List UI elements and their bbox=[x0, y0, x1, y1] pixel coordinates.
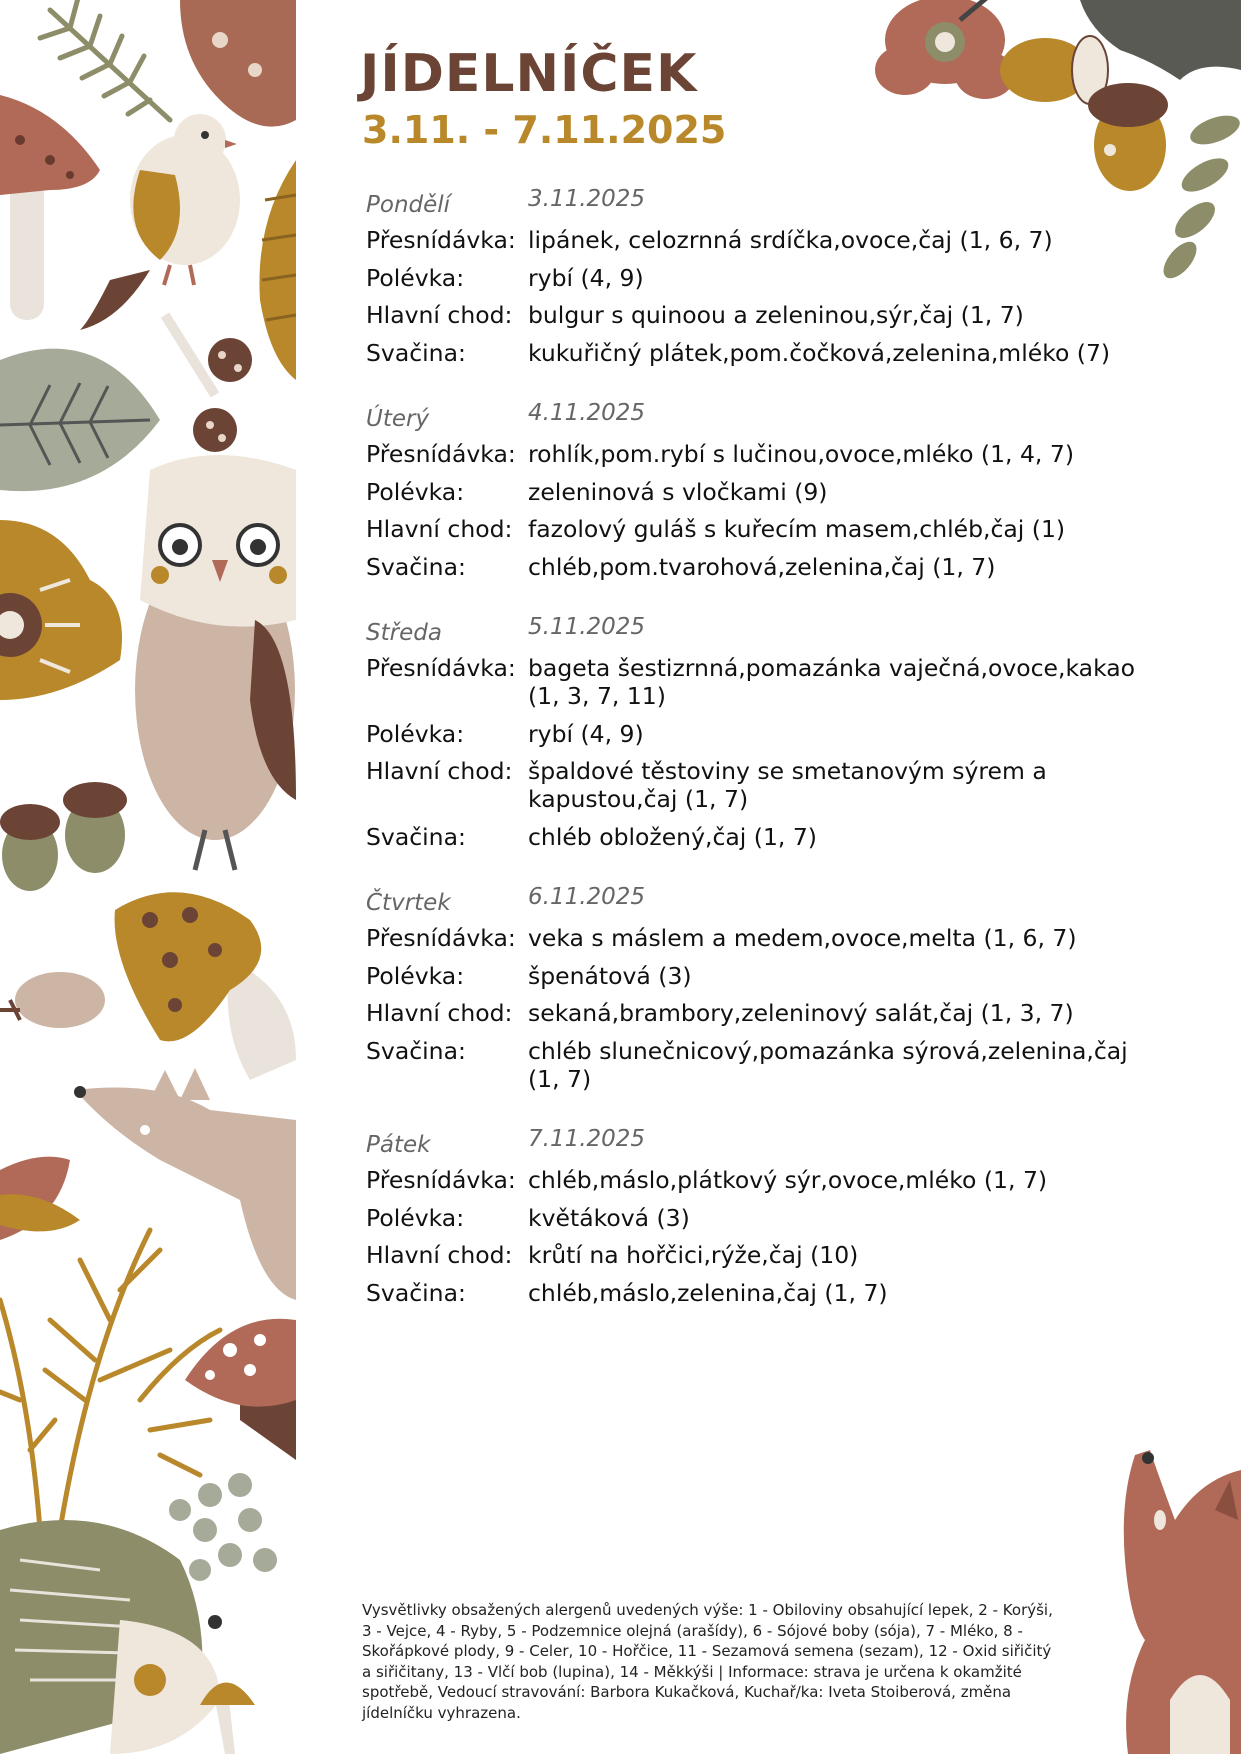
leaf-icon bbox=[1157, 110, 1241, 284]
leaf-icon bbox=[0, 349, 160, 492]
meal-row bbox=[366, 1279, 1146, 1307]
meal-value: rybí (4, 9) bbox=[528, 263, 644, 292]
day-name: Středa bbox=[366, 620, 442, 646]
acorn-icon bbox=[0, 972, 105, 1028]
meal-label: Svačina: bbox=[366, 338, 466, 367]
meal-value: chléb,máslo,zelenina,čaj (1, 7) bbox=[528, 1278, 888, 1307]
meal-row bbox=[366, 339, 1146, 367]
page-title: JÍDELNÍČEK bbox=[360, 44, 698, 104]
meal-value: rybí (4, 9) bbox=[528, 719, 644, 748]
meal-row bbox=[366, 924, 1146, 952]
day-date: 5.11.2025 bbox=[528, 614, 646, 640]
fern-icon bbox=[40, 0, 170, 120]
day-date: 4.11.2025 bbox=[528, 400, 646, 426]
meal-label: Přesnídávka: bbox=[366, 226, 516, 254]
meal-value: chléb obložený,čaj (1, 7) bbox=[528, 822, 817, 851]
allergen-footnote: Vysvětlivky obsažených alergenů uvedených výše: 1 - Obiloviny obsahující lepek, 2 - Korýši, 3 - Vejce, 4 - Ryby, 5 - Podzemnice olejná (arašídy), 6 - Sójové boby (sója), 7 - Mléko, 8 - Skořápkové plody, 9 - Celer, 10 - Hořčice, 11 - Sezamová semena (sezam), 12 - Oxid siřičitý a siřičitany, 13 - Vlčí bob (lupina), 14 - Měkkýši | Informace: strava je určena k okamžité spotřebě, Vedoucí stravování: Barbora Kukačková, Kuchař/ka: Iveta Stoiberová, změna jídelníčku vyhrazena. bbox=[362, 1601, 1053, 1722]
meal-row bbox=[366, 301, 1146, 329]
meal-label: Přesnídávka: bbox=[366, 924, 516, 952]
meal-row bbox=[366, 478, 1146, 506]
meal-label: Polévka: bbox=[366, 477, 465, 506]
day-date: 3.11.2025 bbox=[528, 186, 646, 212]
leaf-icon bbox=[259, 160, 296, 380]
meal-row bbox=[366, 226, 1146, 254]
flower-icon bbox=[0, 1157, 80, 1240]
meal-value: bageta šestizrnná,pomazánka vaječná,ovoce,kakao (1, 3, 7, 11) bbox=[528, 654, 1136, 710]
meal-value: sekaná,brambory,zeleninový salát,čaj (1, 3, 7) bbox=[528, 999, 1074, 1027]
day-name: Pátek bbox=[366, 1132, 431, 1158]
week-range: 3.11. - 7.11.2025 bbox=[362, 108, 727, 152]
meal-row bbox=[366, 823, 1146, 851]
meal-value: bulgur s quinoou a zeleninou,sýr,čaj (1, 7) bbox=[528, 301, 1024, 329]
oak-leaf-icon bbox=[1080, 0, 1241, 80]
fox-icon bbox=[74, 1068, 296, 1300]
meal-label: Polévka: bbox=[366, 263, 465, 292]
owl-icon bbox=[135, 455, 296, 870]
acorn-icon bbox=[1000, 36, 1168, 191]
meal-label: Svačina: bbox=[366, 1278, 466, 1307]
mushroom-icon bbox=[180, 0, 296, 127]
meal-label: Hlavní chod: bbox=[366, 301, 513, 329]
meal-row bbox=[366, 515, 1146, 543]
meal-row bbox=[366, 1166, 1146, 1194]
day-name: Úterý bbox=[366, 406, 430, 432]
bird-icon bbox=[80, 114, 240, 330]
meal-value: chléb,máslo,plátkový sýr,ovoce,mléko (1, 7) bbox=[528, 1166, 1048, 1194]
meal-label: Svačina: bbox=[366, 552, 466, 581]
acorn-icon bbox=[0, 782, 127, 891]
meal-row bbox=[366, 1037, 1146, 1093]
mushroom-icon bbox=[115, 892, 296, 1080]
meal-label: Přesnídávka: bbox=[366, 440, 516, 468]
meal-row bbox=[366, 264, 1146, 292]
meal-value: rohlík,pom.rybí s lučinou,ovoce,mléko (1, 4, 7) bbox=[528, 440, 1074, 468]
meal-label: Hlavní chod: bbox=[366, 757, 513, 785]
hedgehog-icon bbox=[0, 1520, 222, 1754]
meal-row bbox=[366, 1241, 1146, 1269]
meal-label: Hlavní chod: bbox=[366, 999, 513, 1027]
meal-value: veka s máslem a medem,ovoce,melta (1, 6, 7) bbox=[528, 924, 1077, 952]
meal-value: lipánek, celozrnná srdíčka,ovoce,čaj (1, 6, 7) bbox=[528, 226, 1053, 254]
meal-row bbox=[366, 757, 1146, 813]
meal-row bbox=[366, 440, 1146, 468]
meal-row bbox=[366, 1204, 1146, 1232]
meal-value: chléb,pom.tvarohová,zelenina,čaj (1, 7) bbox=[528, 552, 996, 581]
flower-icon bbox=[0, 520, 122, 700]
day-name: Čtvrtek bbox=[366, 890, 451, 916]
meal-label: Svačina: bbox=[366, 822, 466, 851]
day-name: Pondělí bbox=[366, 192, 451, 218]
day-date: 7.11.2025 bbox=[528, 1126, 646, 1152]
flower-icon bbox=[875, 0, 1015, 99]
berries-icon bbox=[169, 1473, 277, 1581]
meal-value: zeleninová s vločkami (9) bbox=[528, 477, 828, 506]
meal-label: Svačina: bbox=[366, 1036, 466, 1065]
left-border-illustration bbox=[0, 0, 296, 1754]
mushroom-icon bbox=[200, 1683, 255, 1754]
meal-value: špenátová (3) bbox=[528, 961, 692, 990]
meal-row bbox=[366, 720, 1146, 748]
mushroom-icon bbox=[0, 95, 100, 320]
meal-value: krůtí na hořčici,rýže,čaj (10) bbox=[528, 1241, 859, 1269]
meal-label: Přesnídávka: bbox=[366, 654, 516, 682]
meal-value: kukuřičný plátek,pom.čočková,zelenina,mléko (7) bbox=[528, 338, 1111, 367]
meal-value: květáková (3) bbox=[528, 1203, 690, 1232]
meal-label: Hlavní chod: bbox=[366, 1241, 513, 1269]
meal-row bbox=[366, 962, 1146, 990]
meal-row bbox=[366, 999, 1146, 1027]
meal-label: Polévka: bbox=[366, 719, 465, 748]
fox-icon bbox=[1124, 1450, 1241, 1754]
meal-label: Polévka: bbox=[366, 1203, 465, 1232]
meal-label: Přesnídávka: bbox=[366, 1166, 516, 1194]
meal-row bbox=[366, 553, 1146, 581]
mushroom-icon bbox=[165, 315, 252, 452]
day-date: 6.11.2025 bbox=[528, 884, 646, 910]
meal-label: Hlavní chod: bbox=[366, 515, 513, 543]
meal-label: Polévka: bbox=[366, 961, 465, 990]
meal-value: chléb slunečnicový,pomazánka sýrová,zelenina,čaj (1, 7) bbox=[528, 1036, 1128, 1093]
meal-value: špaldové těstoviny se smetanovým sýrem a kapustou,čaj (1, 7) bbox=[528, 757, 1047, 813]
meal-row bbox=[366, 654, 1146, 710]
meal-value: fazolový guláš s kuřecím masem,chléb,čaj (1) bbox=[528, 515, 1066, 543]
